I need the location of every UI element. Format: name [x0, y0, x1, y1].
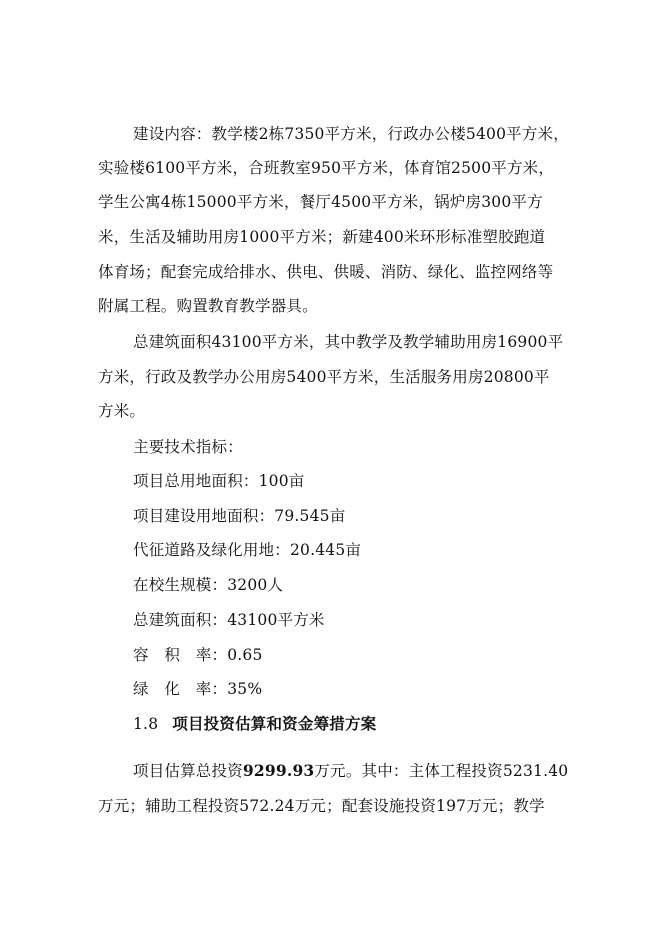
- construction-content-line-2: 实验楼6100平方米，合班教室950平方米，体育馆2500平方米，: [98, 159, 555, 177]
- indicator-total-land-area: 项目总用地面积：100亩: [133, 472, 305, 490]
- floor-area-line-3: 方米。: [98, 402, 146, 420]
- floor-area-line-2: 方米，行政及教学办公用房5400平方米，生活服务用房20800平: [98, 368, 550, 386]
- construction-content-line-6: 附属工程。购置教育教学器具。: [98, 297, 318, 315]
- indicator-plot-ratio: 容 积 率：0.65: [133, 646, 263, 664]
- construction-content-line-5: 体育场；配套完成给排水、供电、供暖、消防、绿化、监控网络等: [98, 263, 554, 281]
- indicators-title: 主要技术指标：: [133, 438, 243, 456]
- construction-content-line-4: 米，生活及辅助用房1000平方米；新建400米环形标准塑胶跑道: [98, 228, 546, 246]
- floor-area-line-1: 总建筑面积43100平方米，其中教学及教学辅助用房16900平: [133, 333, 564, 351]
- indicator-student-scale: 在校生规模：3200人: [133, 576, 284, 594]
- indicator-green-ratio: 绿 化 率：35%: [133, 680, 263, 698]
- investment-suffix: 万元。其中：主体工程投资5231.40: [314, 762, 569, 780]
- section-number: 1.8: [133, 715, 159, 733]
- construction-content-line-1: 建设内容：教学楼2栋7350平方米，行政办公楼5400平方米，: [133, 125, 569, 143]
- investment-total: 9299.93: [242, 761, 315, 780]
- indicator-road-green-land: 代征道路及绿化用地：20.445亩: [133, 541, 362, 559]
- construction-content-line-3: 学生公寓4栋15000平方米，餐厅4500平方米，锅炉房300平方: [98, 193, 543, 211]
- section-heading: [133, 714, 376, 734]
- investment-line-2: 万元；辅助工程投资572.24万元；配套设施投资197万元；教学: [98, 797, 545, 815]
- investment-prefix: 项目估算总投资: [133, 762, 243, 780]
- investment-line-1: [133, 761, 568, 781]
- indicator-construction-land-area: 项目建设用地面积：79.545亩: [133, 507, 346, 525]
- section-title: 项目投资估算和资金筹措方案: [172, 715, 377, 733]
- indicator-total-floor-area: 总建筑面积：43100平方米: [133, 611, 325, 629]
